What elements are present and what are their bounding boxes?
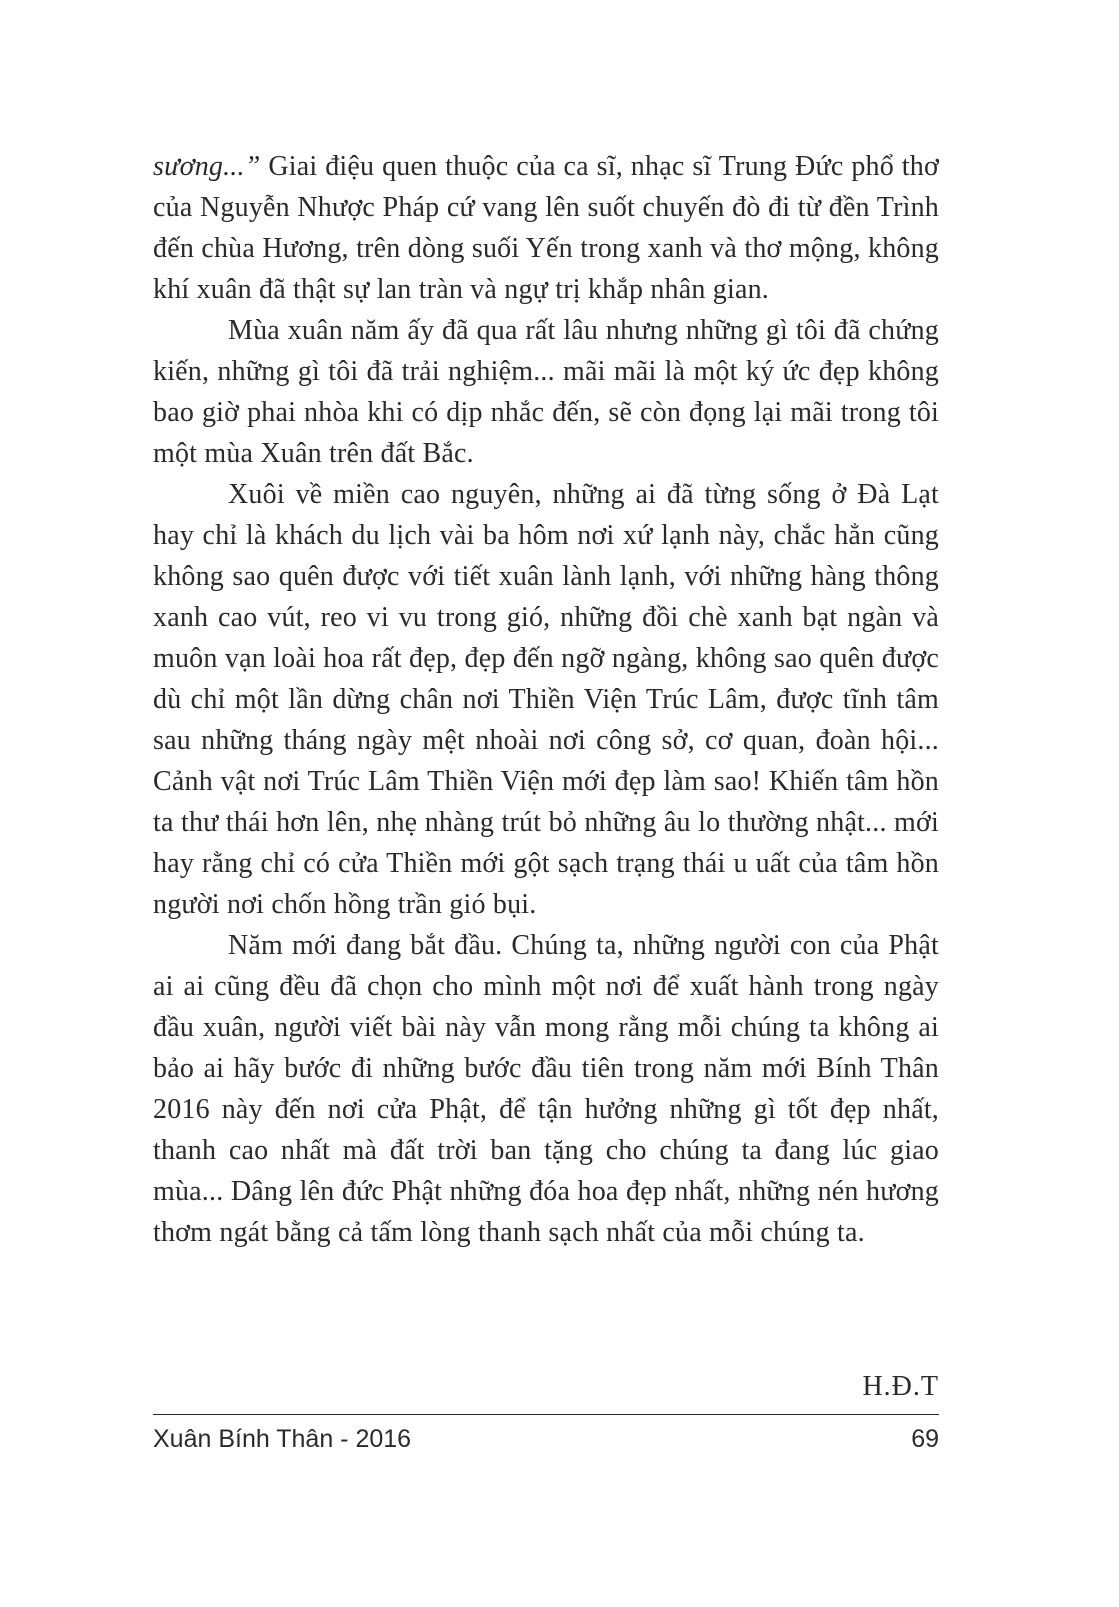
quote-lead: sương...” — [153, 151, 261, 182]
article-body — [153, 146, 939, 1253]
paragraph-1-text: Giai điệu quen thuộc của ca sĩ, nhạc sĩ Trung Đức phổ thơ của Nguyễn Nhược Pháp cứ vang lên suốt chuyến đò đi từ đền Trình đến chùa Hương, trên dòng suối Yến trong xanh và thơ mộng, không khí xuân đã thật sự lan tràn và ngự trị khắp nhân gian. — [153, 151, 939, 305]
publication-title: Xuân Bính Thân - 2016 — [153, 1425, 412, 1453]
paragraph-1 — [153, 146, 939, 310]
author-signature: H.Đ.T — [862, 1371, 939, 1402]
paragraph-3: Xuôi về miền cao nguyên, những ai đã từng sống ở Đà Lạt hay chỉ là khách du lịch vài ba hôm nơi xứ lạnh này, chắc hẳn cũng không sao quên được với tiết xuân lành lạnh, với những hàng thông xanh cao vút, reo vi vu trong gió, những đồi chè xanh bạt ngàn và muôn vạn loài hoa rất đẹp, đẹp đến ngỡ ngàng, không sao quên được dù chỉ một lần dừng chân nơi Thiền Viện Trúc Lâm, được tĩnh tâm sau những tháng ngày mệt nhoài nơi công sở, cơ quan, đoàn hội... Cảnh vật nơi Trúc Lâm Thiền Viện mới đẹp làm sao! Khiến tâm hồn ta thư thái hơn lên, nhẹ nhàng trút bỏ những âu lo thường nhật... mới hay rằng chỉ có cửa Thiền mới gột sạch trạng thái u uất của tâm hồn người nơi chốn hồng trần gió bụi. — [153, 479, 939, 920]
footer-divider — [153, 1414, 939, 1415]
paragraph-2: Mùa xuân năm ấy đã qua rất lâu nhưng những gì tôi đã chứng kiến, những gì tôi đã trải nghiệm... mãi mãi là một ký ức đẹp không bao giờ phai nhòa khi có dịp nhắc đến, sẽ còn đọng lại mãi trong tôi một mùa Xuân trên đất Bắc. — [153, 315, 939, 469]
page-number: 69 — [911, 1425, 939, 1453]
paragraph-4: Năm mới đang bắt đầu. Chúng ta, những người con của Phật ai ai cũng đều đã chọn cho mình một nơi để xuất hành trong ngày đầu xuân, người viết bài này vẫn mong rằng mỗi chúng ta không ai bảo ai hãy bước đi những bước đầu tiên trong năm mới Bính Thân 2016 này đến nơi cửa Phật, để tận hưởng những gì tốt đẹp nhất, thanh cao nhất mà đất trời ban tặng cho chúng ta đang lúc giao mùa... Dâng lên đức Phật những đóa hoa đẹp nhất, những nén hương thơm ngát bằng cả tấm lòng thanh sạch nhất của mỗi chúng ta. — [153, 930, 939, 1248]
